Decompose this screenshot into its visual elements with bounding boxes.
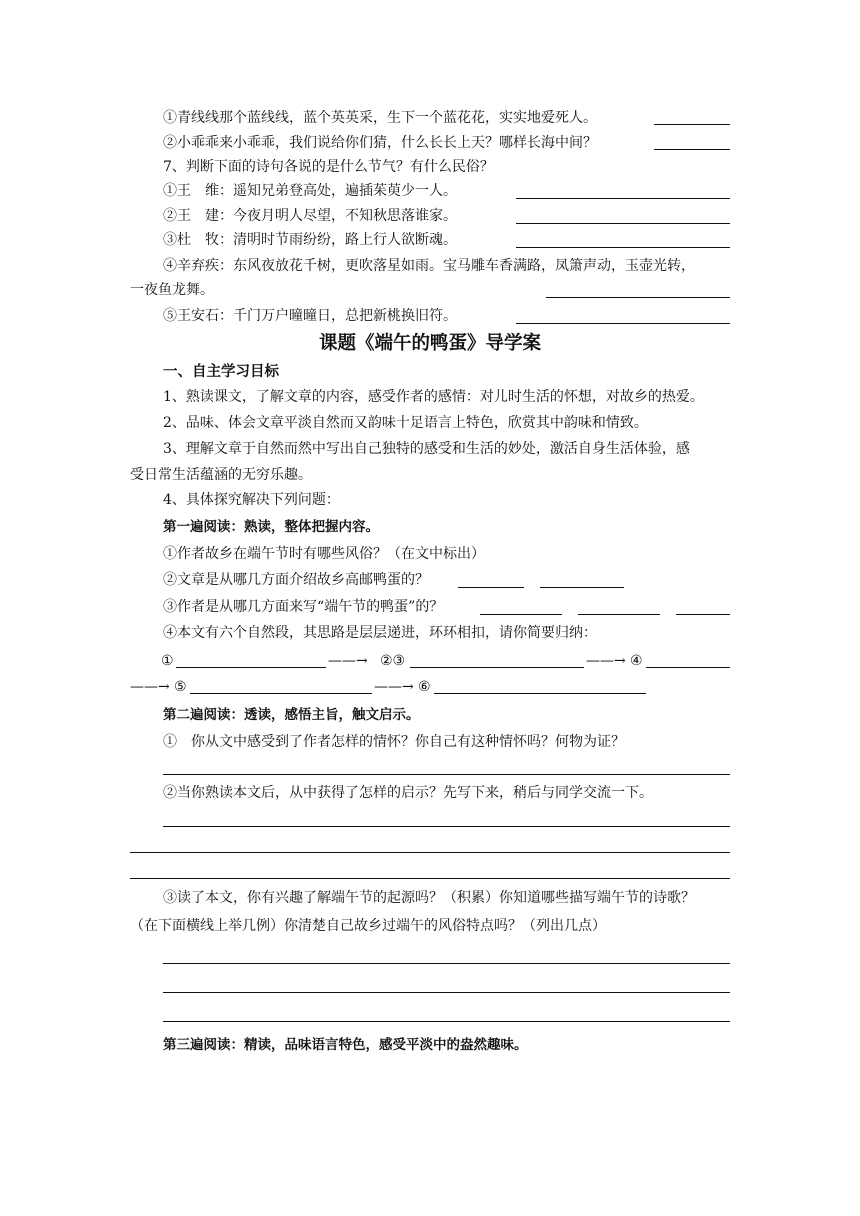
answer-line[interactable] — [163, 774, 730, 775]
second-reading-q3-line2: （在下面横线上举几例）你清楚自己故乡过端午的风俗特点吗？（列出几点） — [130, 918, 606, 934]
first-reading-q3: ③作者是从哪几方面来写“端午节的鸭蛋”的？ — [163, 599, 444, 615]
answer-line[interactable] — [176, 667, 326, 668]
answer-line[interactable] — [540, 587, 624, 588]
first-reading-q1: ①作者故乡在端午节时有哪些风俗？（在文中标出） — [163, 546, 485, 562]
answer-line[interactable] — [163, 963, 730, 964]
arrow: ——→ — [130, 679, 170, 695]
marker-1: ① — [161, 653, 174, 669]
answer-line[interactable] — [654, 149, 730, 150]
marker-4: ④ — [630, 653, 643, 669]
marker-2-3: ②③ — [380, 653, 406, 669]
goal-1: 1、熟读课文，了解文章的内容，感受作者的感情：对儿时生活的怀想，对故乡的热爱。 — [163, 389, 704, 405]
answer-line[interactable] — [130, 878, 730, 879]
question-7: 7、判断下面的诗句各说的是什么节气？有什么民俗？ — [163, 159, 494, 175]
answer-line[interactable] — [130, 852, 730, 853]
goal-4: 4、具体探究解决下列问题： — [163, 492, 340, 508]
answer-line[interactable] — [578, 614, 660, 615]
first-reading-q2: ②文章是从哪几方面介绍故乡高邮鸭蛋的？ — [163, 572, 429, 588]
riddle-1: ①青线线那个蓝线线，蓝个英英采，生下一个蓝花花，实实地爱死人。 — [163, 110, 597, 126]
answer-line[interactable] — [163, 992, 730, 993]
goal-3-line2: 受日常生活蕴涵的无穷乐趣。 — [130, 467, 312, 483]
section-heading: 一、自主学习目标 — [163, 364, 279, 380]
answer-line[interactable] — [654, 124, 730, 125]
poem-1: ①王 维：遥知兄弟登高处，遍插茱萸少一人。 — [163, 183, 457, 199]
answer-line[interactable] — [646, 667, 730, 668]
arrow: ——→ — [586, 653, 626, 669]
answer-line[interactable] — [410, 667, 584, 668]
page-title: 课题《端午的鸭蛋》导学案 — [318, 333, 541, 354]
second-reading-q2: ②当你熟读本文后，从中获得了怎样的启示？先写下来，稍后与同学交流一下。 — [163, 785, 653, 801]
poem-2: ②王 建：今夜月明人尽望，不知秋思落谁家。 — [163, 208, 457, 224]
answer-line[interactable] — [676, 614, 730, 615]
marker-5: ⑤ — [174, 679, 187, 695]
answer-line[interactable] — [516, 247, 730, 248]
first-reading-heading: 第一遍阅读：熟读，整体把握内容。 — [163, 519, 379, 535]
answer-line[interactable] — [458, 587, 524, 588]
marker-6: ⑥ — [418, 679, 431, 695]
first-reading-q4: ④本文有六个自然段，其思路是层层递进，环环相扣，请你简要归纳： — [163, 625, 597, 641]
answer-line[interactable] — [434, 693, 646, 694]
poem-4-line2: 一夜鱼龙舞。 — [130, 282, 214, 298]
answer-line[interactable] — [163, 826, 730, 827]
second-reading-heading: 第二遍阅读：透读，感悟主旨，触文启示。 — [163, 707, 420, 723]
poem-5: ⑤王安石：千门万户曈曈日，总把新桃换旧符。 — [163, 308, 457, 324]
answer-line[interactable] — [516, 223, 730, 224]
answer-line[interactable] — [516, 198, 730, 199]
answer-line[interactable] — [190, 693, 372, 694]
second-reading-q3-line1: ③读了本文，你有兴趣了解端午节的起源吗？（积累）你知道哪些描写端午节的诗歌？ — [163, 890, 695, 906]
poem-3: ③杜 牧：清明时节雨纷纷，路上行人欲断魂。 — [163, 232, 457, 248]
arrow: ——→ — [374, 679, 414, 695]
poem-4-line1: ④辛弃疾：东风夜放花千树，更吹落星如雨。宝马雕车香满路，凤箫声动，玉壶光转， — [163, 258, 695, 274]
answer-line[interactable] — [546, 297, 730, 298]
answer-line[interactable] — [163, 1021, 730, 1022]
answer-line[interactable] — [480, 614, 562, 615]
riddle-2: ②小乖乖来小乖乖，我们说给你们猜，什么长长上天？哪样长海中间？ — [163, 135, 597, 151]
goal-3-line1: 3、理解文章于自然而然中写出自己独特的感受和生活的妙处，激活自身生活体验，感 — [163, 441, 690, 457]
goal-2: 2、品味、体会文章平淡自然而又韵味十足语言上特色，欣赏其中韵味和情致。 — [163, 415, 648, 431]
answer-line[interactable] — [516, 323, 730, 324]
third-reading-heading: 第三遍阅读：精读，品味语言特色，感受平淡中的盎然趣味。 — [163, 1037, 528, 1053]
second-reading-q1: ① 你从文中感受到了作者怎样的情怀？你自己有这种情怀吗？何物为证？ — [163, 734, 625, 750]
arrow: ——→ — [328, 653, 368, 669]
